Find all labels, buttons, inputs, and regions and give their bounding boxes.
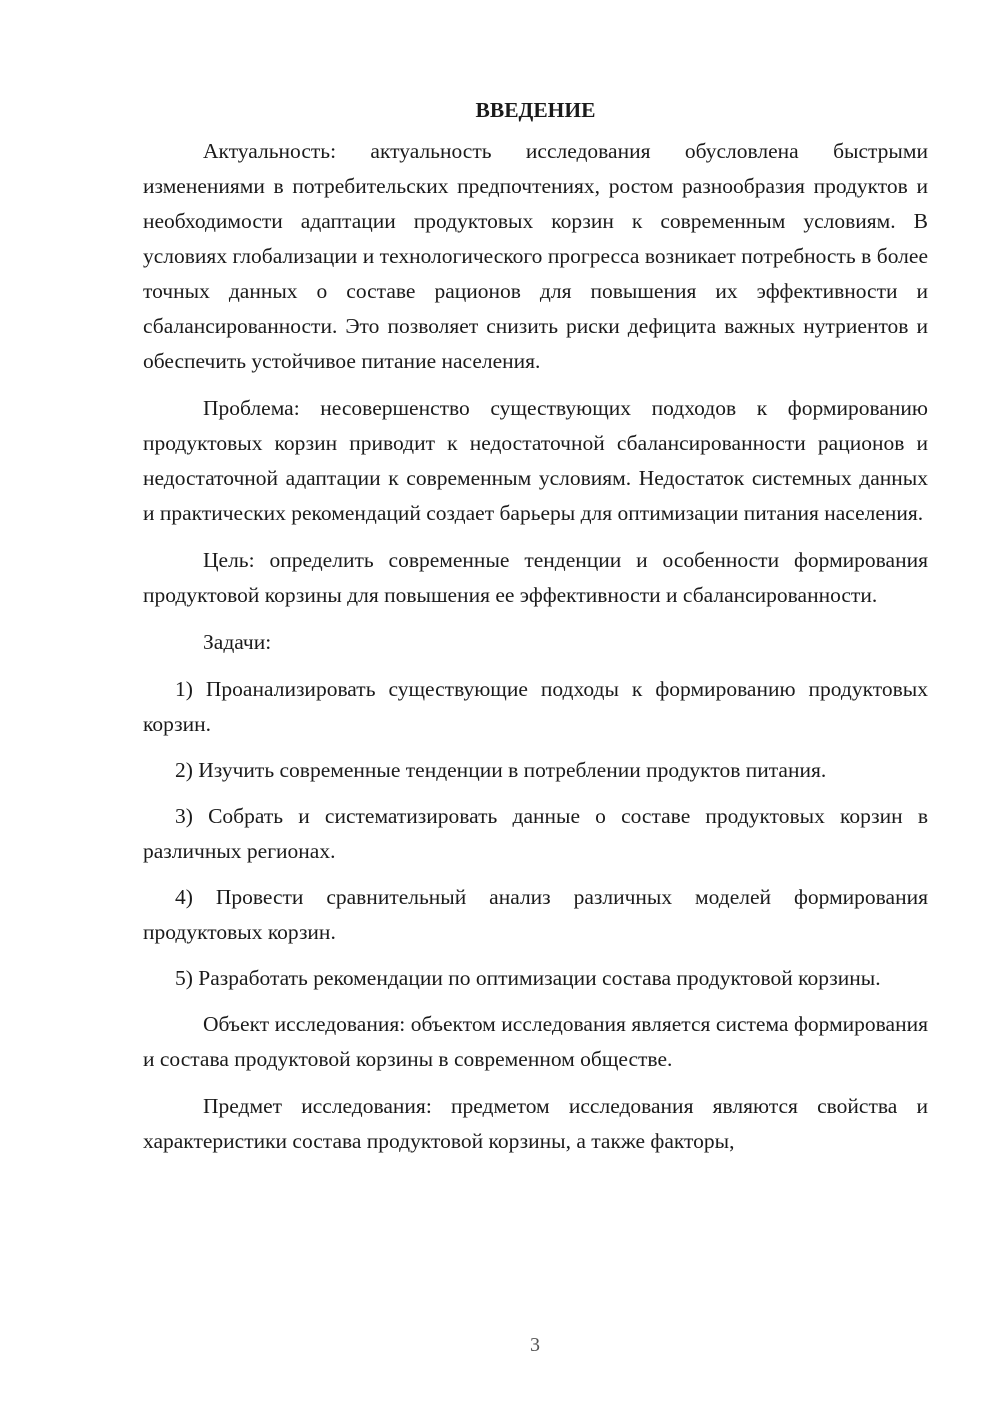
document-page (143, 93, 928, 1171)
object-paragraph: Объект исследования: объектом исследования является система формирования и состава продуктовой корзины в современном обществе. (143, 1012, 928, 1071)
page-number: 3 (530, 1334, 540, 1356)
subject-paragraph: Предмет исследования: предметом исследования являются свойства и характеристики состава продуктовой корзины, а также факторы, (143, 1094, 928, 1153)
list-item: 2) Изучить современные тенденции в потреблении продуктов питания. (175, 758, 827, 782)
tasks-label: Задачи: (203, 630, 272, 654)
list-item: 4) Провести сравнительный анализ различных моделей формирования продуктовых корзин. (143, 885, 928, 944)
page-title: ВВЕДЕНИЕ (475, 98, 596, 122)
relevance-paragraph: Актуальность: актуальность исследования обусловлена быстрыми изменениями в потребительских предпочтениях, ростом разнообразия продуктов и необходимости адаптации продуктовых корзин к современным условиям. В условиях глобализации и технологического прогресса возникает потребность в более точных данных о составе рационов для повышения их эффективности и сбалансированности. Это позволяет снизить риски дефицита важных нутриентов и обеспечить устойчивое питание населения. (143, 139, 928, 373)
tasks-list (143, 672, 928, 996)
list-item: 3) Собрать и систематизировать данные о составе продуктовых корзин в различных регионах. (143, 804, 928, 863)
problem-paragraph: Проблема: несовершенство существующих подходов к формированию продуктовых корзин приводит к недостаточной сбалансированности рационов и недостаточной адаптации к современным условиям. Недостаток системных данных и практических рекомендаций создает барьеры для оптимизации питания населения. (143, 396, 928, 525)
list-item: 5) Разработать рекомендации по оптимизации состава продуктовой корзины. (175, 966, 881, 990)
list-item: 1) Проанализировать существующие подходы к формированию продуктовых корзин. (143, 677, 928, 736)
goal-paragraph: Цель: определить современные тенденции и особенности формирования продуктовой корзины для повышения ее эффективности и сбалансированности. (143, 548, 928, 607)
